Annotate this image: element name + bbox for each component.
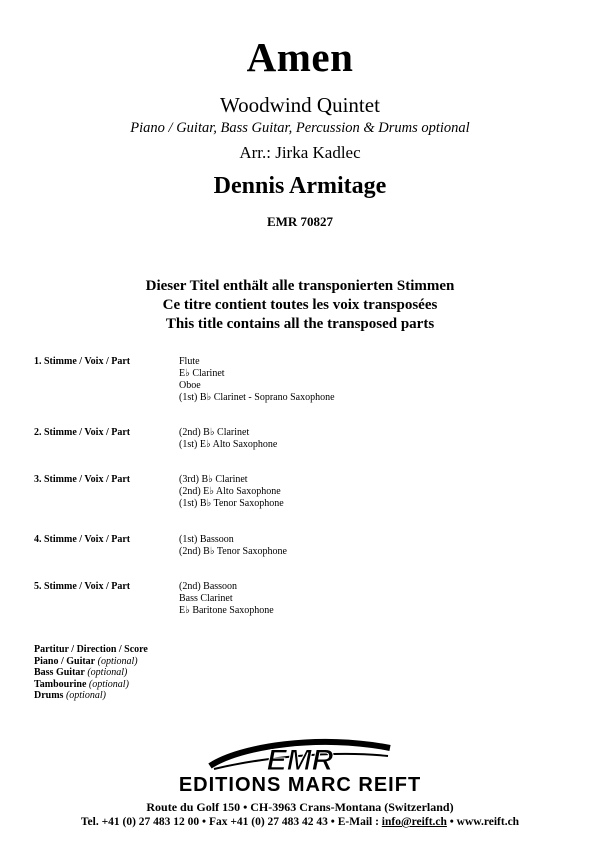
instrument-item: (2nd) B♭ Clarinet: [179, 427, 250, 438]
contact-phone: Tel. +41 (0) 27 483 12 00 • Fax +41 (0) 27 483 42 43 • E-Mail :: [80, 816, 382, 828]
instrument-item: (2nd) E♭ Alto Saxophone: [179, 486, 281, 497]
catalog-number: EMR 70827: [266, 214, 334, 229]
part-label: 2. Stimme / Voix / Part: [34, 427, 131, 438]
logo-text: EMR: [266, 744, 334, 776]
instrument-item: Oboe: [179, 380, 201, 391]
score-item: Drums (optional): [34, 690, 106, 701]
instrumentation: Piano / Guitar, Bass Guitar, Percussion & Drums optional: [130, 120, 470, 136]
part-label: 3. Stimme / Voix / Part: [34, 474, 131, 485]
part-label: 5. Stimme / Voix / Part: [34, 581, 131, 592]
part-instruments: [179, 534, 287, 558]
score-item: Piano / Guitar (optional): [34, 655, 138, 667]
composer: Dennis Armitage: [213, 173, 387, 199]
page-title: Amen: [246, 34, 354, 80]
instrument-item: E♭ Clarinet: [179, 368, 225, 379]
website: • www.reift.ch: [446, 816, 520, 828]
instrument-item: (1st) Bassoon: [179, 534, 234, 545]
notice-german: Dieser Titel enthält alle transponierten Stimmen: [145, 278, 455, 294]
score-item: Tambourine (optional): [34, 678, 129, 690]
score-item: Partitur / Direction / Score: [34, 644, 148, 655]
part-label: 4. Stimme / Voix / Part: [34, 534, 131, 545]
emr-logo: [200, 736, 400, 776]
part-instruments: [179, 356, 335, 404]
part-instruments: [179, 427, 277, 451]
instrument-item: (3rd) B♭ Clarinet: [179, 474, 248, 485]
subtitle: Woodwind Quintet: [220, 93, 380, 117]
score-item: Bass Guitar (optional): [34, 667, 128, 678]
score-list: [34, 644, 148, 702]
instrument-item: (1st) B♭ Tenor Saxophone: [179, 498, 284, 509]
notice-french: Ce titre contient toutes les voix transposées: [162, 297, 438, 313]
part-instruments: [179, 474, 284, 510]
instrument-item: Flute: [179, 356, 200, 367]
arranger: Arr.: Jirka Kadlec: [239, 143, 361, 162]
instrument-item: (1st) E♭ Alto Saxophone: [179, 439, 278, 450]
instrument-item: (2nd) B♭ Tenor Saxophone: [179, 546, 287, 557]
instrument-item: Bass Clarinet: [179, 593, 233, 604]
instrument-item: (2nd) Bassoon: [179, 581, 238, 592]
publisher-address: Route du Golf 150 • CH-3963 Crans-Montana (Switzerland): [146, 800, 454, 814]
notice-english: This title contains all the transposed parts: [165, 316, 435, 332]
publisher-name: EDITIONS MARC REIFT: [178, 774, 422, 796]
part-label: 1. Stimme / Voix / Part: [34, 356, 131, 367]
email-link[interactable]: info@reift.ch: [381, 816, 447, 828]
publisher-contact: [0, 816, 600, 828]
instrument-item: (1st) B♭ Clarinet - Soprano Saxophone: [179, 392, 335, 403]
instrument-item: E♭ Baritone Saxophone: [179, 605, 274, 616]
part-instruments: [179, 581, 274, 617]
